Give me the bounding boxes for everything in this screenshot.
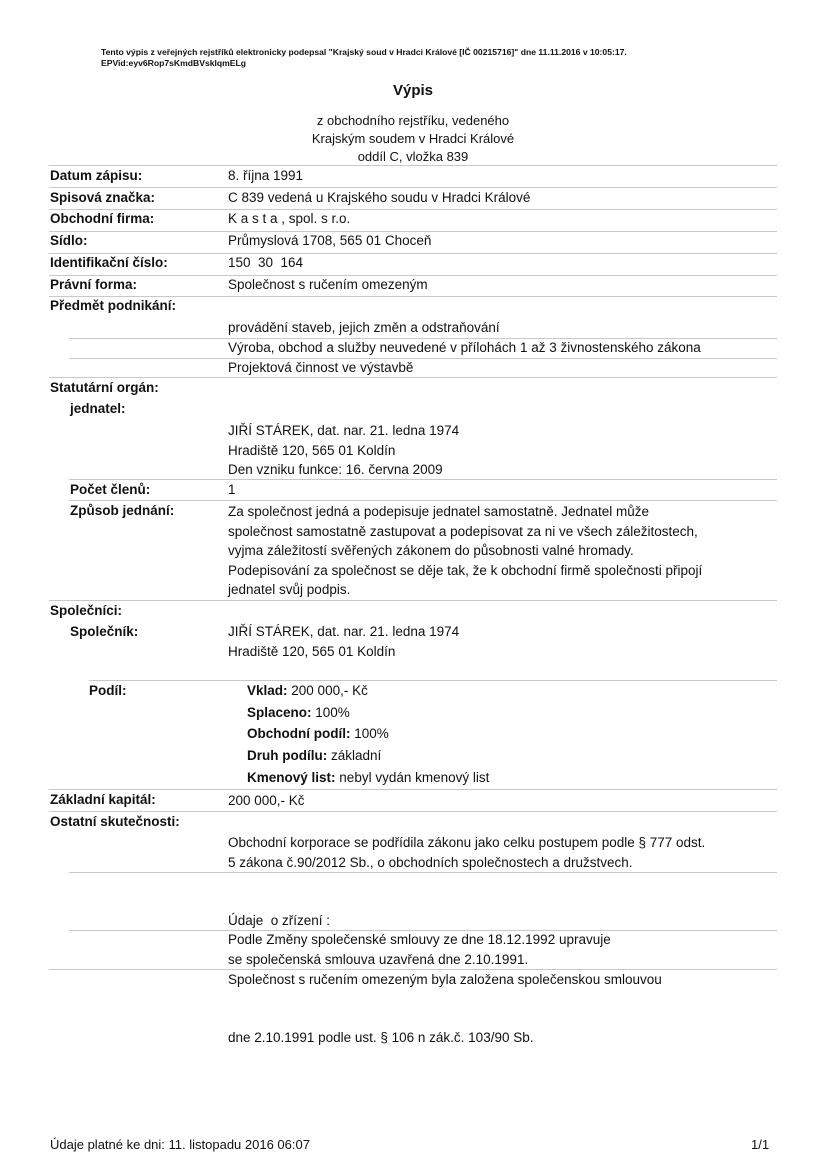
divider	[49, 811, 777, 812]
zpusob-line: Za společnost jedná a podepisuje jednatel samostatně. Jednatel může	[228, 504, 650, 519]
splaceno-row	[247, 705, 350, 720]
divider	[49, 209, 777, 210]
field-value-ico: 150 30 164	[228, 255, 304, 270]
podil-label: Podíl:	[89, 683, 127, 698]
divider	[49, 377, 777, 378]
ostatni-line: se společenská smlouva uzavřená dne 2.10.1991.	[228, 951, 529, 967]
signature-line: Tento výpis z veřejných rejstříků elektronicky podepsal "Krajský soud v Hradci Králové [IČ 00215716]" dne 11.11.2016 v 10:05:17.	[101, 47, 627, 57]
divider	[69, 358, 777, 359]
jednatel-label: jednatel:	[70, 401, 126, 416]
field-value-pravni-forma: Společnost s ručením omezeným	[228, 277, 428, 292]
divider	[49, 296, 777, 297]
field-label-ico: Identifikační číslo:	[50, 255, 168, 270]
jednatel-name: JIŘÍ STÁREK, dat. nar. 21. ledna 1974	[228, 423, 460, 438]
predmet-item: Projektová činnost ve výstavbě	[228, 360, 414, 375]
kmenovy-list-value: nebyl vydán kmenový list	[339, 770, 490, 785]
obchodni-podil-value: 100%	[354, 726, 389, 741]
section-label-statutarni: Statutární orgán:	[50, 380, 159, 395]
signature-notice	[101, 47, 627, 68]
ostatni-block-1	[228, 833, 705, 872]
ostatni-line: dne 2.10.1991 podle ust. § 106 n zák.č. 103/90 Sb.	[228, 1030, 534, 1045]
ostatni-line: Společnost s ručením omezeným byla založena společenskou smlouvou	[228, 971, 662, 987]
zpusob-line: Podepisování za společnost se děje tak, že k obchodní firmě společnosti připojí	[228, 562, 703, 578]
kmenovy-list-row	[247, 770, 489, 785]
pocet-clenu-value: 1	[228, 482, 236, 497]
zakladni-kapital-label: Základní kapitál:	[50, 792, 156, 807]
splaceno-key: Splaceno:	[247, 705, 312, 720]
spolecnik-label: Společník:	[70, 624, 139, 639]
ostatni-block-3	[228, 930, 611, 969]
subtitle-line-2: Krajským soudem v Hradci Králové	[311, 131, 515, 146]
jednatel-address: Hradiště 120, 565 01 Koldín	[228, 442, 396, 458]
zpusob-line: jednatel svůj podpis.	[228, 582, 351, 598]
field-value-obchodni-firma: K a s t a , spol. s r.o.	[228, 211, 351, 226]
field-value-datum-zapisu: 8. října 1991	[228, 168, 304, 183]
pocet-clenu-label: Počet členů:	[70, 482, 151, 497]
subtitle-line-3: oddíl C, vložka 839	[357, 149, 469, 164]
zpusob-line: vyjma záležitostí svěřených zákonem do působnosti valné hromady.	[228, 543, 634, 559]
kmenovy-list-key: Kmenový list:	[247, 770, 336, 785]
ostatni-line: Obchodní korporace se podřídila zákonu jako celku postupem podle § 777 odst.	[228, 835, 706, 850]
divider	[49, 600, 777, 601]
spolecnik-name: JIŘÍ STÁREK, dat. nar. 21. ledna 1974	[228, 624, 460, 639]
ostatni-line: 5 zákona č.90/2012 Sb., o obchodních společnostech a družstvech.	[228, 854, 633, 870]
zakladni-kapital-value: 200 000,- Kč	[228, 793, 305, 808]
spolecnik-address: Hradiště 120, 565 01 Koldín	[228, 643, 396, 659]
field-label-obchodni-firma: Obchodní firma:	[50, 211, 155, 226]
subtitle-line-1: z obchodního rejstříku, vedeného	[316, 113, 510, 128]
section-label-spolecnici: Společníci:	[50, 603, 123, 618]
jednatel-details	[228, 421, 459, 480]
vklad-value: 200 000,- Kč	[291, 683, 368, 698]
divider	[49, 789, 777, 790]
zpusob-jednani-text	[228, 502, 702, 600]
divider	[49, 969, 777, 970]
druh-podilu-key: Druh podílu:	[247, 748, 328, 763]
divider	[69, 479, 777, 480]
splaceno-value: 100%	[315, 705, 350, 720]
vklad-key: Vklad:	[247, 683, 288, 698]
spolecnik-details	[228, 622, 459, 661]
divider	[49, 253, 777, 254]
field-value-sidlo: Průmyslová 1708, 565 01 Choceň	[228, 233, 432, 248]
ostatni-line: Údaje o zřízení :	[228, 913, 331, 928]
field-label-sidlo: Sídlo:	[50, 233, 88, 248]
field-value-spisova-znacka: C 839 vedená u Krajského soudu v Hradci Králové	[228, 190, 531, 205]
field-label-datum-zapisu: Datum zápisu:	[50, 168, 143, 183]
predmet-item: provádění staveb, jejich změn a odstraňování	[228, 320, 500, 335]
zpusob-line: společnost samostatně zastupovat a podepisovat za ni ve všech záležitostech,	[228, 523, 698, 539]
field-label-spisova-znacka: Spisová značka:	[50, 190, 156, 205]
druh-podilu-row	[247, 748, 381, 763]
obchodni-podil-row	[247, 726, 389, 741]
page-number: 1/1	[751, 1137, 770, 1152]
divider	[69, 500, 777, 501]
divider	[49, 165, 777, 166]
section-label-ostatni: Ostatní skutečnosti:	[50, 814, 180, 829]
ostatni-line: Podle Změny společenské smlouvy ze dne 18.12.1992 upravuje	[228, 932, 611, 947]
obchodni-podil-key: Obchodní podíl:	[247, 726, 351, 741]
document-title: Výpis	[392, 82, 434, 99]
epvid-line: EPVid:eyv6Rop7sKmdBVsklqmELg	[101, 57, 247, 68]
jednatel-function-start: Den vzniku funkce: 16. června 2009	[228, 462, 443, 477]
validity-date: Údaje platné ke dni: 11. listopadu 2016 06:07	[50, 1137, 310, 1152]
vklad-row	[247, 683, 368, 698]
section-label-predmet: Předmět podnikání:	[50, 298, 177, 313]
druh-podilu-value: základní	[331, 748, 382, 763]
field-label-pravni-forma: Právní forma:	[50, 277, 138, 292]
predmet-item: Výroba, obchod a služby neuvedené v přílohách 1 až 3 živnostenského zákona	[228, 340, 701, 355]
zpusob-jednani-label: Způsob jednání:	[70, 503, 175, 518]
divider	[89, 680, 777, 681]
